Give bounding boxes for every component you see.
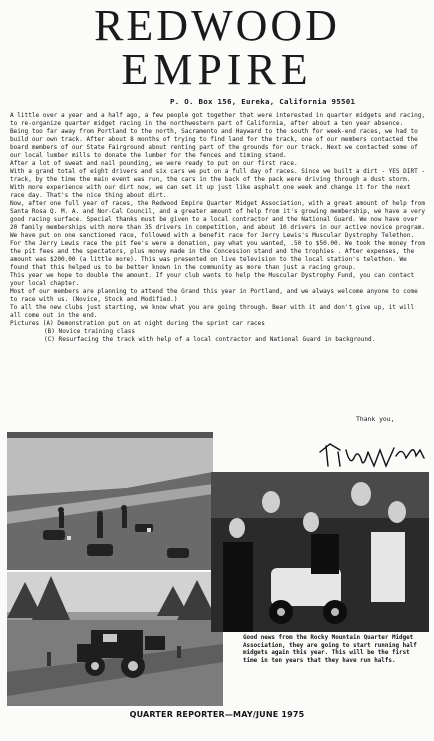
paragraph: To all the new clubs just starting, we know what you are going through. Bear with it and don't give up, it will all come out in the end. <box>10 304 415 319</box>
photo-novice-training-class <box>7 432 213 570</box>
closing-thank-you: Thank you, <box>356 415 395 423</box>
caption-b: (B) Novice training class <box>44 328 136 335</box>
page-footer: QUARTER REPORTER—MAY/JUNE 1975 <box>129 710 305 719</box>
masthead-redwood: REDWOOD <box>94 1 340 50</box>
paragraph: Now, after one full year of races, the Redwood Empire Quarter Midget Association, with a great amount of help from Santa Rosa Q. M. A. and Nor-Cal Council, and a greater amount of help from it's growing membership, we have a very good racing surface. Special thanks must be given to a local contractor and the National Guard. We now have over 20 family memberships with more than 35 drivers in competition, and about 10 drivers in our active novice program. <box>10 200 426 231</box>
masthead-empire: EMPIRE <box>121 45 313 94</box>
paragraph: Most of our members are planning to attend the Grand this year in Portland, and we always welcome anyone to come to race with us. (Novice, Stock and Modified.) <box>10 288 418 303</box>
paragraph: This year we hope to double the amount. If your club wants to help the Muscular Dystrophy Fund, you can contact your local chapter. <box>10 272 415 287</box>
club-address: P. O. Box 156, Eureka, California 95501 <box>170 97 356 106</box>
photo-night-demonstration <box>211 472 429 632</box>
picture-captions <box>10 320 428 344</box>
paragraph: Being too far away from Portland to the north, Sacramento and Hayward to the south for week-end races, we had to build our own track. After about 8 months of trying to find land for the track, one of our members contacted the board members of our State Fairground about renting part of the grounds for our track. Next we contacted some of our local lumber mills to donate the lumber for the fences and timing stand. <box>10 128 418 159</box>
caption-c: (C) Resurfacing the track with help of a local contractor and National Guard in background. <box>44 336 376 343</box>
paragraph: We have put on one sanctioned race, followed with a benefit race for Jerry Lewis's Muscular Dystrophy Telethon. For the Jerry Lewis race the pit fee's were a donation, pay what you wanted, .50 to $50.00. We took the money from the pit fees and the spectators, plus money made in the Concession stand and the trophies . After expenses, the amount was $200.00 (a little more). This was presented on live television to the local station's telethon. We found that this helped us to be better known in the community as more than just a racing group. <box>10 232 426 271</box>
signature-image <box>316 422 428 472</box>
paragraph: With a grand total of eight drivers and six cars we put on a full day of races. Since we built a dirt - YES DIRT - track, by the time the main event was run, the cars in the back of the pack were driving through a dust storm. With more experience with our dirt now, we can set it up just like asphalt one week and change it for the next race day. That's the nice thing about dirt. <box>10 168 426 199</box>
article-body <box>10 112 428 344</box>
rocky-mountain-news-note: Good news from the Rocky Mountain Quarter Midget Association, they are going to start running half midgets again this year. This will be the first time in ten years that they have run halfs. <box>243 635 417 664</box>
caption-a: Pictures (A) Demonstration put on at night during the sprint car races <box>10 320 265 327</box>
paragraph: After a lot of sweat and nail pounding, we were ready to put on our first race. <box>10 160 298 167</box>
masthead <box>0 1 434 94</box>
photo-track-resurfacing <box>7 572 223 706</box>
paragraph: A little over a year and a half ago, a few people got together that were interested in quarter midgets and racing, to re-organize quarter midget racing in the northwestern part of California, after about a ten year absence. <box>10 112 426 127</box>
